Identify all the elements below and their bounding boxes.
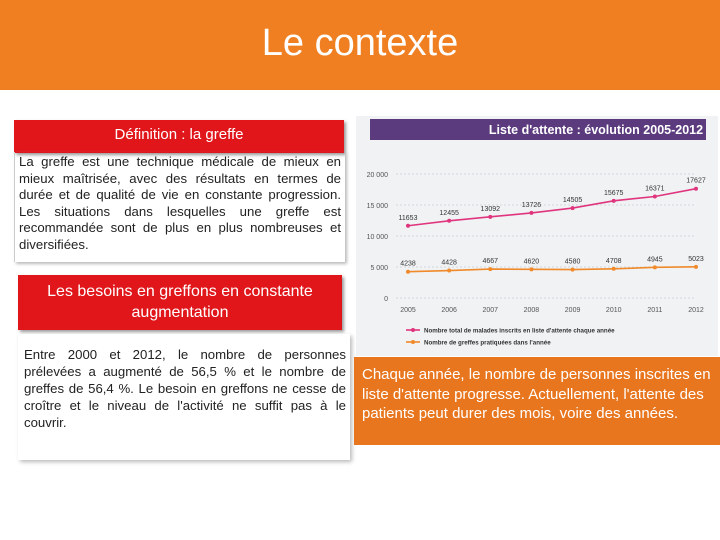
x-tick-label: 2005	[400, 307, 416, 314]
data-label: 13726	[521, 201, 542, 209]
data-label: 4945	[647, 256, 663, 264]
data-point	[529, 267, 533, 271]
data-point	[447, 269, 451, 273]
x-tick-label: 2006	[441, 307, 457, 314]
x-tick-label: 2010	[605, 307, 622, 314]
waiting-list-chart	[356, 116, 718, 356]
legend-marker	[411, 328, 415, 332]
header-banner	[0, 0, 720, 90]
data-point	[694, 187, 698, 191]
x-tick-label: 2011	[647, 307, 663, 314]
y-tick-label: 20 000	[366, 172, 388, 179]
data-point	[488, 215, 492, 219]
y-tick-label: 0	[384, 296, 388, 303]
data-label: 11653	[398, 214, 418, 222]
data-label: 16371	[645, 185, 665, 193]
legend-entry: Nombre total de malades inscrits en liste d'attente chaque année	[424, 327, 615, 335]
data-label: 4238	[400, 260, 416, 268]
data-point	[447, 219, 451, 223]
needs-title	[18, 275, 342, 330]
page-title: Le contexte	[261, 22, 459, 64]
data-label: 4580	[564, 258, 581, 266]
data-label: 15675	[603, 189, 624, 197]
data-point	[612, 267, 616, 271]
data-point	[406, 270, 410, 274]
series-line	[408, 267, 696, 272]
data-label: 4620	[523, 258, 540, 266]
y-tick-label: 5 000	[370, 265, 388, 272]
data-label: 5023	[688, 255, 704, 263]
x-tick-label: 2008	[523, 307, 540, 314]
needs-text: Entre 2000 et 2012, le nombre de personnes prélevées a augmenté de 56,5 % et le nombre de greffes de 56,4 %. Le besoin en greffons ne cesse de croître et le niveau de l'activité ne suffit pas à le couvrir.	[18, 334, 350, 460]
x-tick-label: 2012	[688, 307, 704, 314]
data-label: 4708	[605, 257, 622, 265]
needs-title-text: Les besoins en greffons en constante augmentation	[47, 283, 313, 321]
x-tick-label: 2007	[482, 307, 499, 314]
chart-title: Liste d'attente : évolution 2005-2012	[488, 123, 704, 137]
data-point	[612, 199, 616, 203]
data-point	[488, 267, 492, 271]
data-label: 4428	[441, 259, 457, 267]
data-point	[406, 224, 410, 228]
legend-marker	[411, 340, 415, 344]
data-point	[653, 194, 657, 198]
data-label: 14505	[562, 197, 583, 205]
chart-panel	[356, 116, 718, 356]
data-point	[694, 265, 698, 269]
series-line	[408, 189, 696, 226]
definition-text: La greffe est une technique médicale de mieux en mieux maîtrisée, avec des résultats en termes de durée et de qualité de vie en constante progression. Les situations dans lesquelles une greffe est recommandée sont de plus en plus nombreuses et diversifiées.	[14, 152, 345, 262]
y-tick-label: 15 000	[366, 203, 388, 210]
data-label: 4667	[482, 258, 499, 266]
data-label: 17627	[686, 177, 706, 185]
y-tick-label: 10 000	[366, 234, 388, 241]
definition-title: Définition : la greffe	[14, 120, 344, 153]
data-label: 12455	[439, 209, 459, 217]
data-label: 13092	[480, 205, 501, 213]
chart-caption: Chaque année, le nombre de personnes inscrites en liste d'attente progresse. Actuellement, l'attente des patients peut durer des mois, voire des années.	[354, 357, 720, 445]
x-tick-label: 2009	[564, 307, 581, 314]
data-point	[571, 268, 575, 272]
data-point	[653, 265, 657, 269]
data-point	[529, 211, 533, 215]
legend-entry: Nombre de greffes pratiquées dans l'année	[424, 339, 551, 347]
data-point	[571, 206, 575, 210]
